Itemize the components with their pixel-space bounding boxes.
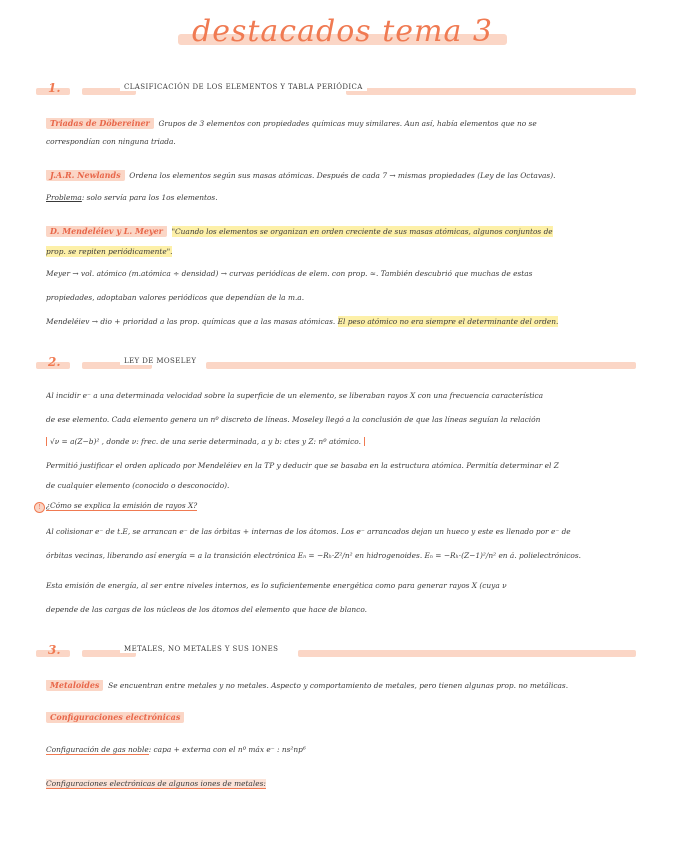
meyer-line-2: propiedades, adoptaban valores periódicos que dependían de la m.a. <box>46 293 305 302</box>
dobereiner-line-1 <box>46 118 646 129</box>
answer-line-2: órbitas vecinas, liberando así energía = a la transición electrónica Eₙ = −Rₕ·Z²/n² en hidrogenoides. Eₙ = −Rₕ·(Z−1)²/n² en á. polielectrónicos. <box>46 551 581 560</box>
answer-line-4: depende de las cargas de los núcleos de los átomos del elemento que hace de blanco. <box>46 605 367 614</box>
mendeleiev-line <box>46 316 646 327</box>
noble-gas-line <box>46 744 646 755</box>
metaloids-line <box>46 680 646 691</box>
mendeleiev-text: Mendeléiev → dio + prioridad a las prop. químicas que a las masas atómicas. <box>46 317 336 326</box>
answer-line-3: Esta emisión de energía, al ser entre niveles internos, es lo suficientemente energética como para generar rayos X (cuya ν <box>46 581 507 590</box>
newlands-problem <box>46 192 646 203</box>
metaloids-text: Se encuentran entre metales y no metales. Aspecto y comportamiento de metales, pero tienen algunas prop. no metálicas. <box>108 681 569 690</box>
moseley-line-2: de ese elemento. Cada elemento genera un nº discreto de líneas. Moseley llegó a la conclusión de que las líneas seguían la relación <box>46 415 541 424</box>
mendeleiev-quote-1 <box>46 226 646 237</box>
quote-text-2: prop. se repiten periódicamente". <box>46 247 173 256</box>
section-3-heading <box>36 644 648 660</box>
newlands-text: Ordena los elementos según sus masas atómicas. Después de cada 7 → mismas propiedades (Ley de las Octavas). <box>129 171 556 180</box>
newlands-label: J.A.R. Newlands <box>46 170 125 181</box>
mendeleiev-quote-2 <box>46 246 646 257</box>
moseley-formula-line <box>46 436 646 447</box>
ions-config-line <box>46 778 646 789</box>
moseley-formula: √ν = a(Z−b)² , donde ν: frec. de una serie determinada, a y b: ctes y Z: nº atómico. <box>46 437 365 446</box>
section-title: METALES, NO METALES Y SUS IONES <box>120 645 282 653</box>
section-title: CLASIFICACIÓN DE LOS ELEMENTOS Y TABLA PERIÓDICA <box>120 83 367 91</box>
metaloids-label: Metaloides <box>46 680 103 691</box>
moseley-line-5: de cualquier elemento (conocido o desconocido). <box>46 481 230 490</box>
section-2-heading <box>36 356 648 372</box>
section-title: LEY DE MOSELEY <box>120 357 200 365</box>
question-text: ¿Cómo se explica la emisión de rayos X? <box>46 501 198 510</box>
meyer-line-1: Meyer → vol. atómico (m.atómica ÷ densidad) → curvas periódicas de elem. con prop. ≈. También descubrió que muchas de estas <box>46 269 533 278</box>
noble-gas-label: Configuración de gas noble <box>46 745 149 754</box>
newlands-line-1 <box>46 170 646 181</box>
problem-label: Problema <box>46 193 82 202</box>
config-heading: Configuraciones electrónicas <box>46 712 184 723</box>
config-heading-line <box>46 712 646 723</box>
dobereiner-line-2: correspondían con ninguna triada. <box>46 137 176 146</box>
section-number: 2. <box>48 355 61 369</box>
problem-text: : solo servía para los 1os elementos. <box>81 193 218 202</box>
section-number: 1. <box>48 81 61 95</box>
answer-line-1: Al colisionar e⁻ de t.E, se arrancan e⁻ de las órbitas + internas de los átomos. Los e⁻ arrancados dejan un hueco y este es llenado por e⁻ de <box>46 527 571 536</box>
mendeleiev-meyer-label: D. Mendeléiev y L. Meyer <box>46 226 167 237</box>
moseley-line-1: Al incidir e⁻ a una determinada velocidad sobre la superficie de un elemento, se liberaban rayos X con una frecuencia característica <box>46 391 544 400</box>
ions-config-label: Configuraciones electrónicas de algunos iones de metales: <box>46 779 266 788</box>
dobereiner-label: Triadas de Döbereiner <box>46 118 154 129</box>
section-number: 3. <box>48 643 61 657</box>
noble-gas-text: : capa + externa con el nº máx e⁻ : ns²np⁶ <box>148 745 306 754</box>
dobereiner-text: Grupos de 3 elementos con propiedades químicas muy similares. Aun así, había elementos que no se <box>158 119 537 128</box>
page-title: destacados tema 3 <box>182 14 503 49</box>
section-1-heading <box>36 82 648 98</box>
moseley-line-4: Permitió justificar el orden aplicado por Mendeléiev en la TP y deducir que se basaba en la estructura atómica. Permitía determinar el Z <box>46 461 559 470</box>
quote-text-1: "Cuando los elementos se organizan en orden creciente de sus masas atómicas, algunos conjuntos de <box>171 227 553 236</box>
exclamation-icon: ! <box>34 502 45 513</box>
mendeleiev-highlight: El peso atómico no era siempre el determinante del orden. <box>337 317 559 326</box>
question-line <box>46 500 646 511</box>
